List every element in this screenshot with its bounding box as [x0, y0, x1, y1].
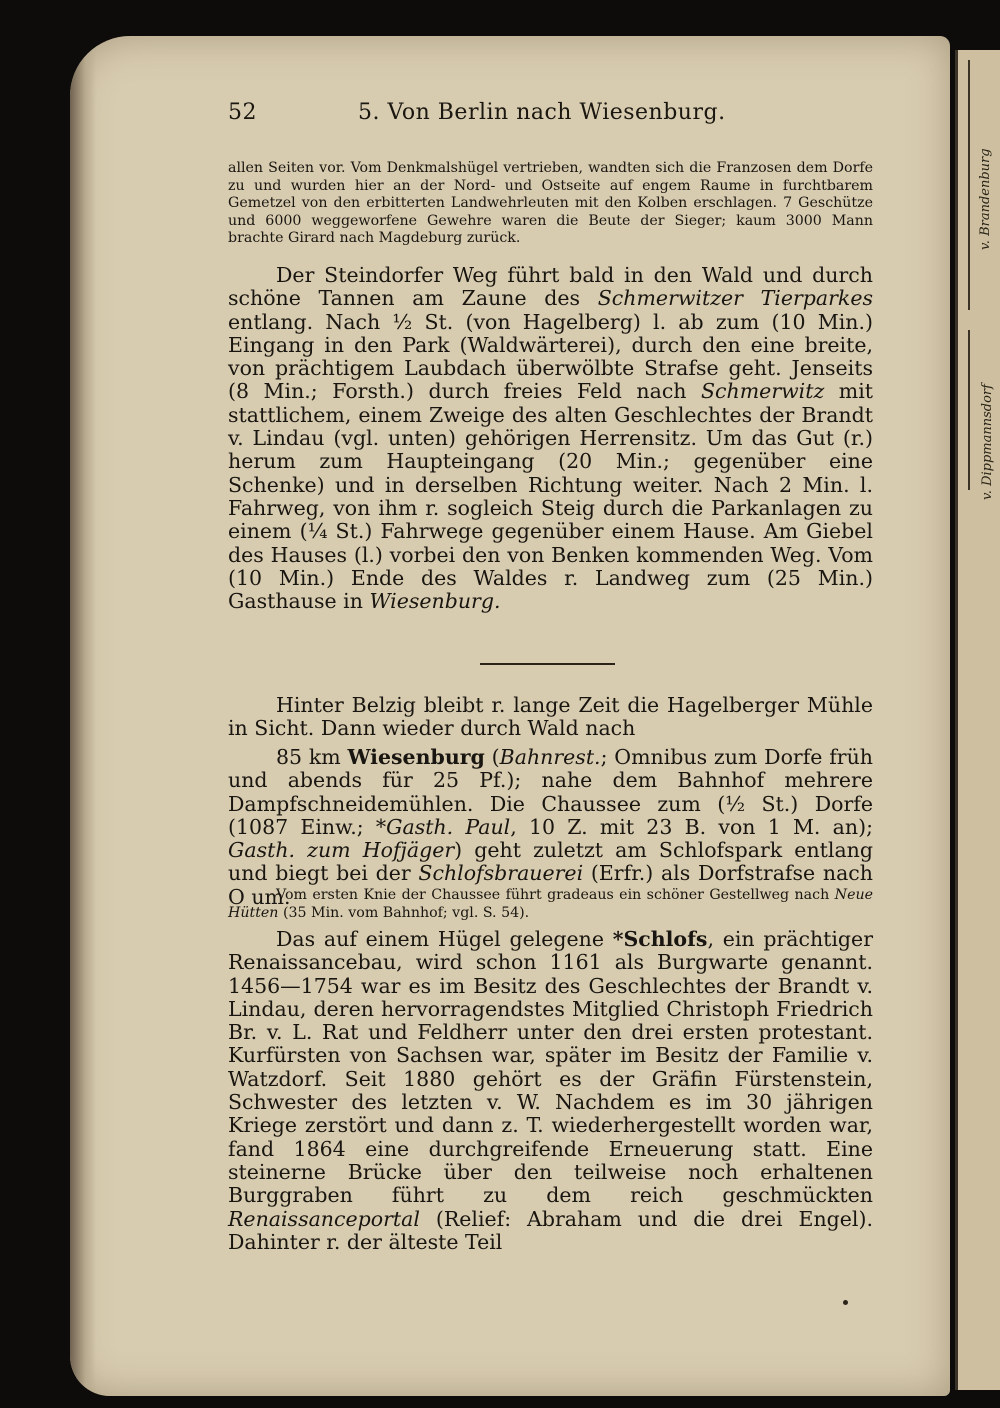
side-rule [968, 330, 970, 490]
text-segment: ; Omnibus zum Dorfe früh und abends für 25 Pf.); nahe dem Bahnhof mehrere Dampfschneidemühlen. Die Chaussee zum (½ St.) Dorfe (1087 Einw.; [228, 745, 874, 839]
text-segment: Renaissanceportal [228, 1206, 420, 1231]
paragraph [228, 160, 873, 248]
text-segment: (Relief: Abraham und die drei Engel). Dahinter r. der älteste Teil [228, 1206, 873, 1254]
text-segment: mit stattlichem, einem Zweige des alten Geschlechtes der Brandt v. Lindau (vgl. unten) gehörigen Herrensitz. Um das Gut (r.) herum zum Haupteingang (20 Min.; gegenüber eine Schenke) und in derselben Richtung weiter. Nach 2 Min. l. Fahrweg, von ihm r. sogleich Steig durch die Parkanlagen zu einem (¼ St.) Fahrwege gegenüber einem Hause. Am Giebel des Hauses (l.) vorbei den von Benken kommenden Weg. Vom (10 Min.) Ende des Waldes r. Landweg zum (25 Min.) Gasthause in [228, 379, 874, 614]
text-segment: (Erfr.) als Dorfstrafse nach O um. [228, 861, 873, 909]
text-segment: Gasth. zum Hofjäger [228, 838, 455, 863]
text-segment: ( [484, 745, 500, 769]
paragraph [228, 694, 873, 741]
adjacent-page-edge [955, 50, 1000, 1390]
text-segment: Schmerwitzer Tierparkes [597, 286, 873, 311]
text-segment: Das auf einem Hügel gelegene [276, 927, 613, 951]
section-divider [480, 663, 615, 665]
text-segment: entlang. Nach ½ St. (von Hagelberg) l. ab zum (10 Min.) Eingang in den Park (Waldwärterei), durch den eine breite, von prächtigem Laubdach überwölbte Strafse geht. Jenseits (8 Min.; Forsth.) durch freies Feld nach [228, 309, 873, 404]
side-rule [968, 60, 970, 310]
text-segment: Schmerwitz [701, 379, 825, 404]
text-segment: 85 km [276, 745, 348, 769]
text-segment: Der Steindorfer Weg führt bald in den Wald und durch schöne Tannen am Zaune des [228, 263, 873, 311]
text-segment: Vom ersten Knie der Chaussee führt gradeaus ein schöner Gestellweg nach [276, 887, 835, 903]
text-segment: Hinter Belzig bleibt r. lange Zeit die Hagelberger Mühle in Sicht. Dann wieder durch Wald nach [228, 693, 873, 741]
text-segment: Neue Hütten [228, 887, 873, 921]
text-segment: Bahnrest. [499, 745, 601, 769]
paragraph [228, 887, 873, 922]
print-speck [843, 1300, 848, 1305]
text-segment: , ein prächtiger Renaissancebau, wird schon 1161 als Burgwarte genannt. 1456—1754 war es im Besitz des Geschlechtes der Brandt v. Lindau, deren hervorragendstes Mitglied Christoph Friedrich Br. v. L. Rat und Feldherr unter den drei ersten protestant. Kurfürsten von Sachsen war, später im Besitz der Familie v. Watzdorf. Seit 1880 gehört es der Gräfin Fürstenstein, Schwester des letzten v. W. Nachdem es im 30 jährigen Kriege zerstört und dann z. T. wiederhergestellt worden war, fand 1864 eine durchgreifende Erneuerung statt. Eine steinerne Brücke über den teilweise noch erhaltenen Burggraben führt zu dem reich geschmückten [228, 927, 873, 1208]
side-label-lower: v. Dippmannsdorf [980, 384, 995, 500]
chapter-title: 5. Von Berlin nach Wiesenburg. [358, 100, 726, 125]
text-segment: Wiesenburg. [369, 589, 501, 614]
running-header [228, 100, 748, 134]
text-segment: , 10 Z. mit 23 B. von 1 M. an); [510, 814, 873, 839]
side-label-upper: v. Brandenburg [978, 148, 993, 250]
paragraph [228, 746, 873, 909]
page-number: 52 [228, 100, 257, 125]
text-segment: allen Seiten vor. Vom Denkmalshügel vertrieben, wandten sich die Franzosen dem Dorfe zu und wurden hier an der Nord- und Ostseite auf engem Raume in furchtbarem Gemetzel von den erbitterten Landwehrleuten mit den Kolben erschlagen. 7 Geschütze und 6000 weggeworfene Gewehre waren die Beute der Sieger; kaum 3000 Mann brachte Girard nach Magdeburg zurück. [228, 160, 873, 246]
text-segment: Wiesenburg [347, 745, 485, 769]
text-segment: (35 Min. vom Bahnhof; vgl. S. 54). [278, 904, 530, 921]
text-segment: Schlofsbrauerei [418, 861, 584, 886]
paragraph [228, 264, 873, 613]
page-edge-shadow [70, 36, 96, 1396]
text-segment: *Schlofs [612, 927, 708, 951]
text-segment: *Gasth. Paul [375, 814, 511, 839]
text-segment: ) geht zuletzt am Schlofspark entlang und biegt bei der [228, 838, 873, 886]
paragraph [228, 928, 873, 1254]
